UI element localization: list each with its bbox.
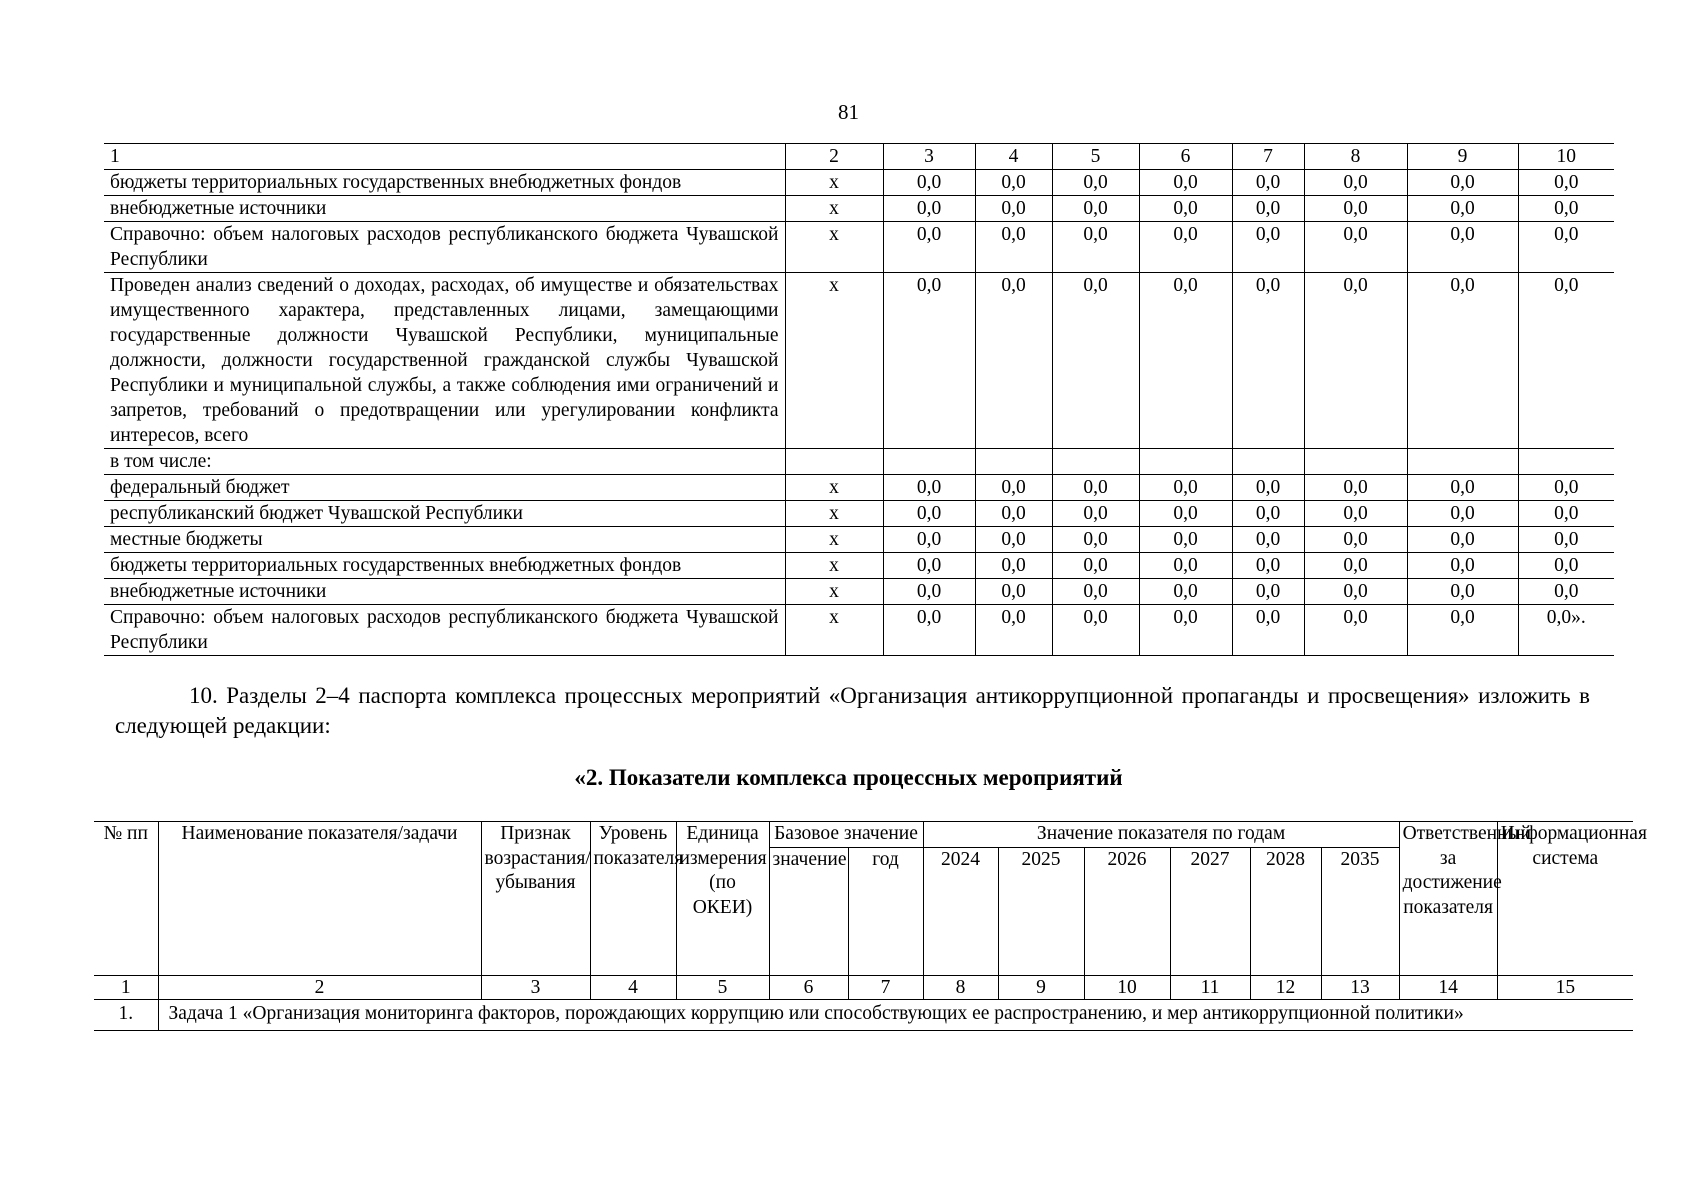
value-cell: 0,0 bbox=[1232, 222, 1304, 273]
value-cell: 0,0 bbox=[1139, 222, 1232, 273]
value-cell: 0,0 bbox=[1139, 196, 1232, 222]
column-number: 5 bbox=[676, 975, 769, 999]
value-cell: 0,0 bbox=[883, 579, 975, 605]
value-cell bbox=[883, 449, 975, 475]
row-label: местные бюджеты bbox=[104, 527, 785, 553]
header-name: Наименование показателя/задачи bbox=[158, 822, 481, 976]
table-row bbox=[104, 222, 1614, 273]
value-cell: 0,0 bbox=[975, 579, 1052, 605]
value-cell: 0,0 bbox=[1518, 553, 1614, 579]
value-cell bbox=[1304, 449, 1407, 475]
value-cell: 0,0 bbox=[883, 273, 975, 449]
value-cell: 0,0 bbox=[975, 475, 1052, 501]
header-cell: 4 bbox=[975, 144, 1052, 170]
row-label: федеральный бюджет bbox=[104, 475, 785, 501]
value-cell bbox=[1232, 449, 1304, 475]
value-cell: х bbox=[785, 501, 883, 527]
value-cell: 0,0 bbox=[1304, 475, 1407, 501]
value-cell: 0,0 bbox=[1407, 222, 1518, 273]
header-cell: 6 bbox=[1139, 144, 1232, 170]
value-cell: 0,0 bbox=[1052, 527, 1139, 553]
value-cell: 0,0 bbox=[1232, 170, 1304, 196]
value-cell: 0,0 bbox=[883, 553, 975, 579]
header-info-system: Информационная система bbox=[1497, 822, 1633, 976]
header-year-2025: 2025 bbox=[998, 847, 1084, 975]
header-base: Базовое значение bbox=[769, 822, 923, 848]
header-year-2026: 2026 bbox=[1084, 847, 1170, 975]
column-numbers-row bbox=[94, 975, 1633, 999]
value-cell bbox=[1139, 449, 1232, 475]
value-cell: 0,0 bbox=[1304, 605, 1407, 656]
row-label: бюджеты территориальных государственных внебюджетных фондов bbox=[104, 170, 785, 196]
column-number: 14 bbox=[1399, 975, 1497, 999]
row-label: внебюджетные источники bbox=[104, 579, 785, 605]
table-row bbox=[104, 273, 1614, 449]
table-row bbox=[104, 501, 1614, 527]
value-cell: 0,0 bbox=[1052, 553, 1139, 579]
column-number: 12 bbox=[1250, 975, 1321, 999]
column-number: 7 bbox=[848, 975, 923, 999]
value-cell: 0,0 bbox=[1139, 170, 1232, 196]
value-cell: 0,0 bbox=[1232, 475, 1304, 501]
value-cell: 0,0 bbox=[883, 196, 975, 222]
header-cell: 2 bbox=[785, 144, 883, 170]
column-number: 8 bbox=[923, 975, 998, 999]
value-cell: 0,0 bbox=[1139, 605, 1232, 656]
column-number: 1 bbox=[94, 975, 158, 999]
value-cell: 0,0 bbox=[1518, 475, 1614, 501]
value-cell: х bbox=[785, 553, 883, 579]
header-years: Значение показателя по годам bbox=[923, 822, 1399, 848]
value-cell: 0,0 bbox=[1304, 553, 1407, 579]
value-cell: 0,0 bbox=[1052, 196, 1139, 222]
value-cell: 0,0 bbox=[1407, 170, 1518, 196]
header-cell: 1 bbox=[104, 144, 785, 170]
row-label: Проведен анализ сведений о доходах, расходах, об имуществе и обязательствах имущественного характера, представленных лицами, замещающими государственные должности Чувашской Республики, муниципальные должности, должности государственной гражданской службы Чувашской Республики и муниципальной службы, а также соблюдения ими ограничений и запретов, требований о предотвращении или урегулировании конфликта интересов, всего bbox=[104, 273, 785, 449]
header-cell: 7 bbox=[1232, 144, 1304, 170]
column-number: 2 bbox=[158, 975, 481, 999]
value-cell: 0,0 bbox=[1518, 579, 1614, 605]
value-cell: 0,0 bbox=[975, 501, 1052, 527]
value-cell bbox=[1407, 449, 1518, 475]
row-label: республиканский бюджет Чувашской Республики bbox=[104, 501, 785, 527]
row-label: бюджеты территориальных государственных внебюджетных фондов bbox=[104, 553, 785, 579]
value-cell: 0,0 bbox=[1304, 196, 1407, 222]
value-cell: х bbox=[785, 273, 883, 449]
task-number: 1. bbox=[94, 999, 158, 1031]
value-cell: х bbox=[785, 475, 883, 501]
header-year-2024: 2024 bbox=[923, 847, 998, 975]
value-cell: 0,0 bbox=[1407, 553, 1518, 579]
value-cell: х bbox=[785, 196, 883, 222]
value-cell: 0,0 bbox=[1139, 501, 1232, 527]
value-cell: 0,0 bbox=[1518, 196, 1614, 222]
value-cell: 0,0 bbox=[1407, 475, 1518, 501]
row-label: Справочно: объем налоговых расходов республиканского бюджета Чувашской Республики bbox=[104, 222, 785, 273]
value-cell: 0,0 bbox=[1052, 170, 1139, 196]
value-cell: х bbox=[785, 170, 883, 196]
value-cell: 0,0 bbox=[883, 501, 975, 527]
value-cell: 0,0 bbox=[1232, 501, 1304, 527]
value-cell: 0,0 bbox=[1052, 273, 1139, 449]
column-number: 3 bbox=[481, 975, 590, 999]
value-cell: 0,0 bbox=[1052, 579, 1139, 605]
value-cell: 0,0 bbox=[1407, 501, 1518, 527]
value-cell: 0,0 bbox=[883, 170, 975, 196]
section-title: «2. Показатели комплекса процессных мероприятий bbox=[574, 765, 1123, 790]
task-text: Задача 1 «Организация мониторинга факторов, порождающих коррупцию или способствующих ее распространению, и мер антикоррупционной политики» bbox=[158, 999, 1633, 1031]
value-cell: 0,0». bbox=[1518, 605, 1614, 656]
column-number: 15 bbox=[1497, 975, 1633, 999]
value-cell: 0,0 bbox=[1518, 222, 1614, 273]
indicators-table bbox=[94, 821, 1647, 1031]
value-cell: 0,0 bbox=[1304, 579, 1407, 605]
value-cell: 0,0 bbox=[1232, 273, 1304, 449]
budget-table bbox=[104, 143, 1614, 656]
instruction-paragraph: 10. Разделы 2–4 паспорта комплекса процессных мероприятий «Организация антикоррупционной пропаганды и просвещения» изложить в следующей редакции: bbox=[115, 683, 1590, 738]
table-row bbox=[104, 170, 1614, 196]
row-label: в том числе: bbox=[104, 449, 785, 475]
row-label: внебюджетные источники bbox=[104, 196, 785, 222]
column-number: 13 bbox=[1321, 975, 1399, 999]
header-cell: 3 bbox=[883, 144, 975, 170]
value-cell: 0,0 bbox=[1052, 605, 1139, 656]
value-cell: 0,0 bbox=[1139, 527, 1232, 553]
header-row-1 bbox=[94, 822, 1633, 848]
header-year-2035: 2035 bbox=[1321, 847, 1399, 975]
value-cell: 0,0 bbox=[1052, 501, 1139, 527]
value-cell: 0,0 bbox=[1407, 579, 1518, 605]
header-cell: 9 bbox=[1407, 144, 1518, 170]
column-number: 6 bbox=[769, 975, 848, 999]
value-cell: 0,0 bbox=[975, 170, 1052, 196]
table-row bbox=[104, 527, 1614, 553]
value-cell: 0,0 bbox=[883, 527, 975, 553]
value-cell: 0,0 bbox=[1052, 475, 1139, 501]
value-cell: 0,0 bbox=[883, 605, 975, 656]
header-row bbox=[104, 144, 1614, 170]
header-base-year: год bbox=[848, 847, 923, 975]
value-cell: 0,0 bbox=[1304, 273, 1407, 449]
header-year-2028: 2028 bbox=[1250, 847, 1321, 975]
table-row bbox=[104, 196, 1614, 222]
table-row bbox=[104, 475, 1614, 501]
table-row bbox=[104, 553, 1614, 579]
column-number: 4 bbox=[590, 975, 676, 999]
row-label: Справочно: объем налоговых расходов республиканского бюджета Чувашской Республики bbox=[104, 605, 785, 656]
value-cell: х bbox=[785, 527, 883, 553]
value-cell bbox=[785, 449, 883, 475]
value-cell: 0,0 bbox=[975, 605, 1052, 656]
table-row bbox=[104, 605, 1614, 656]
value-cell: 0,0 bbox=[1232, 553, 1304, 579]
value-cell: 0,0 bbox=[1232, 605, 1304, 656]
column-number: 11 bbox=[1170, 975, 1250, 999]
value-cell: 0,0 bbox=[1304, 170, 1407, 196]
header-unit: Единица измерения (по ОКЕИ) bbox=[676, 822, 769, 976]
value-cell: 0,0 bbox=[1407, 527, 1518, 553]
header-year-2027: 2027 bbox=[1170, 847, 1250, 975]
value-cell: 0,0 bbox=[1304, 222, 1407, 273]
value-cell: х bbox=[785, 605, 883, 656]
value-cell: 0,0 bbox=[975, 553, 1052, 579]
value-cell: 0,0 bbox=[1232, 196, 1304, 222]
value-cell: 0,0 bbox=[975, 527, 1052, 553]
value-cell: 0,0 bbox=[1232, 579, 1304, 605]
value-cell: х bbox=[785, 579, 883, 605]
value-cell: 0,0 bbox=[1518, 501, 1614, 527]
column-number: 10 bbox=[1084, 975, 1170, 999]
value-cell: 0,0 bbox=[1139, 579, 1232, 605]
header-cell: 5 bbox=[1052, 144, 1139, 170]
value-cell: 0,0 bbox=[1304, 527, 1407, 553]
value-cell: 0,0 bbox=[975, 196, 1052, 222]
column-number: 9 bbox=[998, 975, 1084, 999]
value-cell: 0,0 bbox=[975, 273, 1052, 449]
value-cell: 0,0 bbox=[1052, 222, 1139, 273]
header-responsible: Ответственный за достижение показателя bbox=[1399, 822, 1497, 976]
page-number: 81 bbox=[838, 100, 859, 124]
table-row bbox=[104, 449, 1614, 475]
value-cell: х bbox=[785, 222, 883, 273]
header-num: № пп bbox=[94, 822, 158, 976]
value-cell: 0,0 bbox=[1518, 170, 1614, 196]
value-cell bbox=[1052, 449, 1139, 475]
value-cell: 0,0 bbox=[1139, 475, 1232, 501]
task-row bbox=[94, 999, 1633, 1031]
value-cell: 0,0 bbox=[1518, 273, 1614, 449]
header-base-value: значение bbox=[769, 847, 848, 975]
value-cell: 0,0 bbox=[1518, 527, 1614, 553]
value-cell: 0,0 bbox=[883, 222, 975, 273]
header-sign: Признак возрастания/убывания bbox=[481, 822, 590, 976]
table-row bbox=[104, 579, 1614, 605]
value-cell bbox=[975, 449, 1052, 475]
value-cell: 0,0 bbox=[975, 222, 1052, 273]
value-cell: 0,0 bbox=[1407, 605, 1518, 656]
value-cell bbox=[1518, 449, 1614, 475]
value-cell: 0,0 bbox=[1232, 527, 1304, 553]
value-cell: 0,0 bbox=[1407, 196, 1518, 222]
value-cell: 0,0 bbox=[1407, 273, 1518, 449]
header-level: Уровень показателя bbox=[590, 822, 676, 976]
value-cell: 0,0 bbox=[1139, 553, 1232, 579]
value-cell: 0,0 bbox=[883, 475, 975, 501]
header-cell: 8 bbox=[1304, 144, 1407, 170]
value-cell: 0,0 bbox=[1304, 501, 1407, 527]
header-cell: 10 bbox=[1518, 144, 1614, 170]
value-cell: 0,0 bbox=[1139, 273, 1232, 449]
